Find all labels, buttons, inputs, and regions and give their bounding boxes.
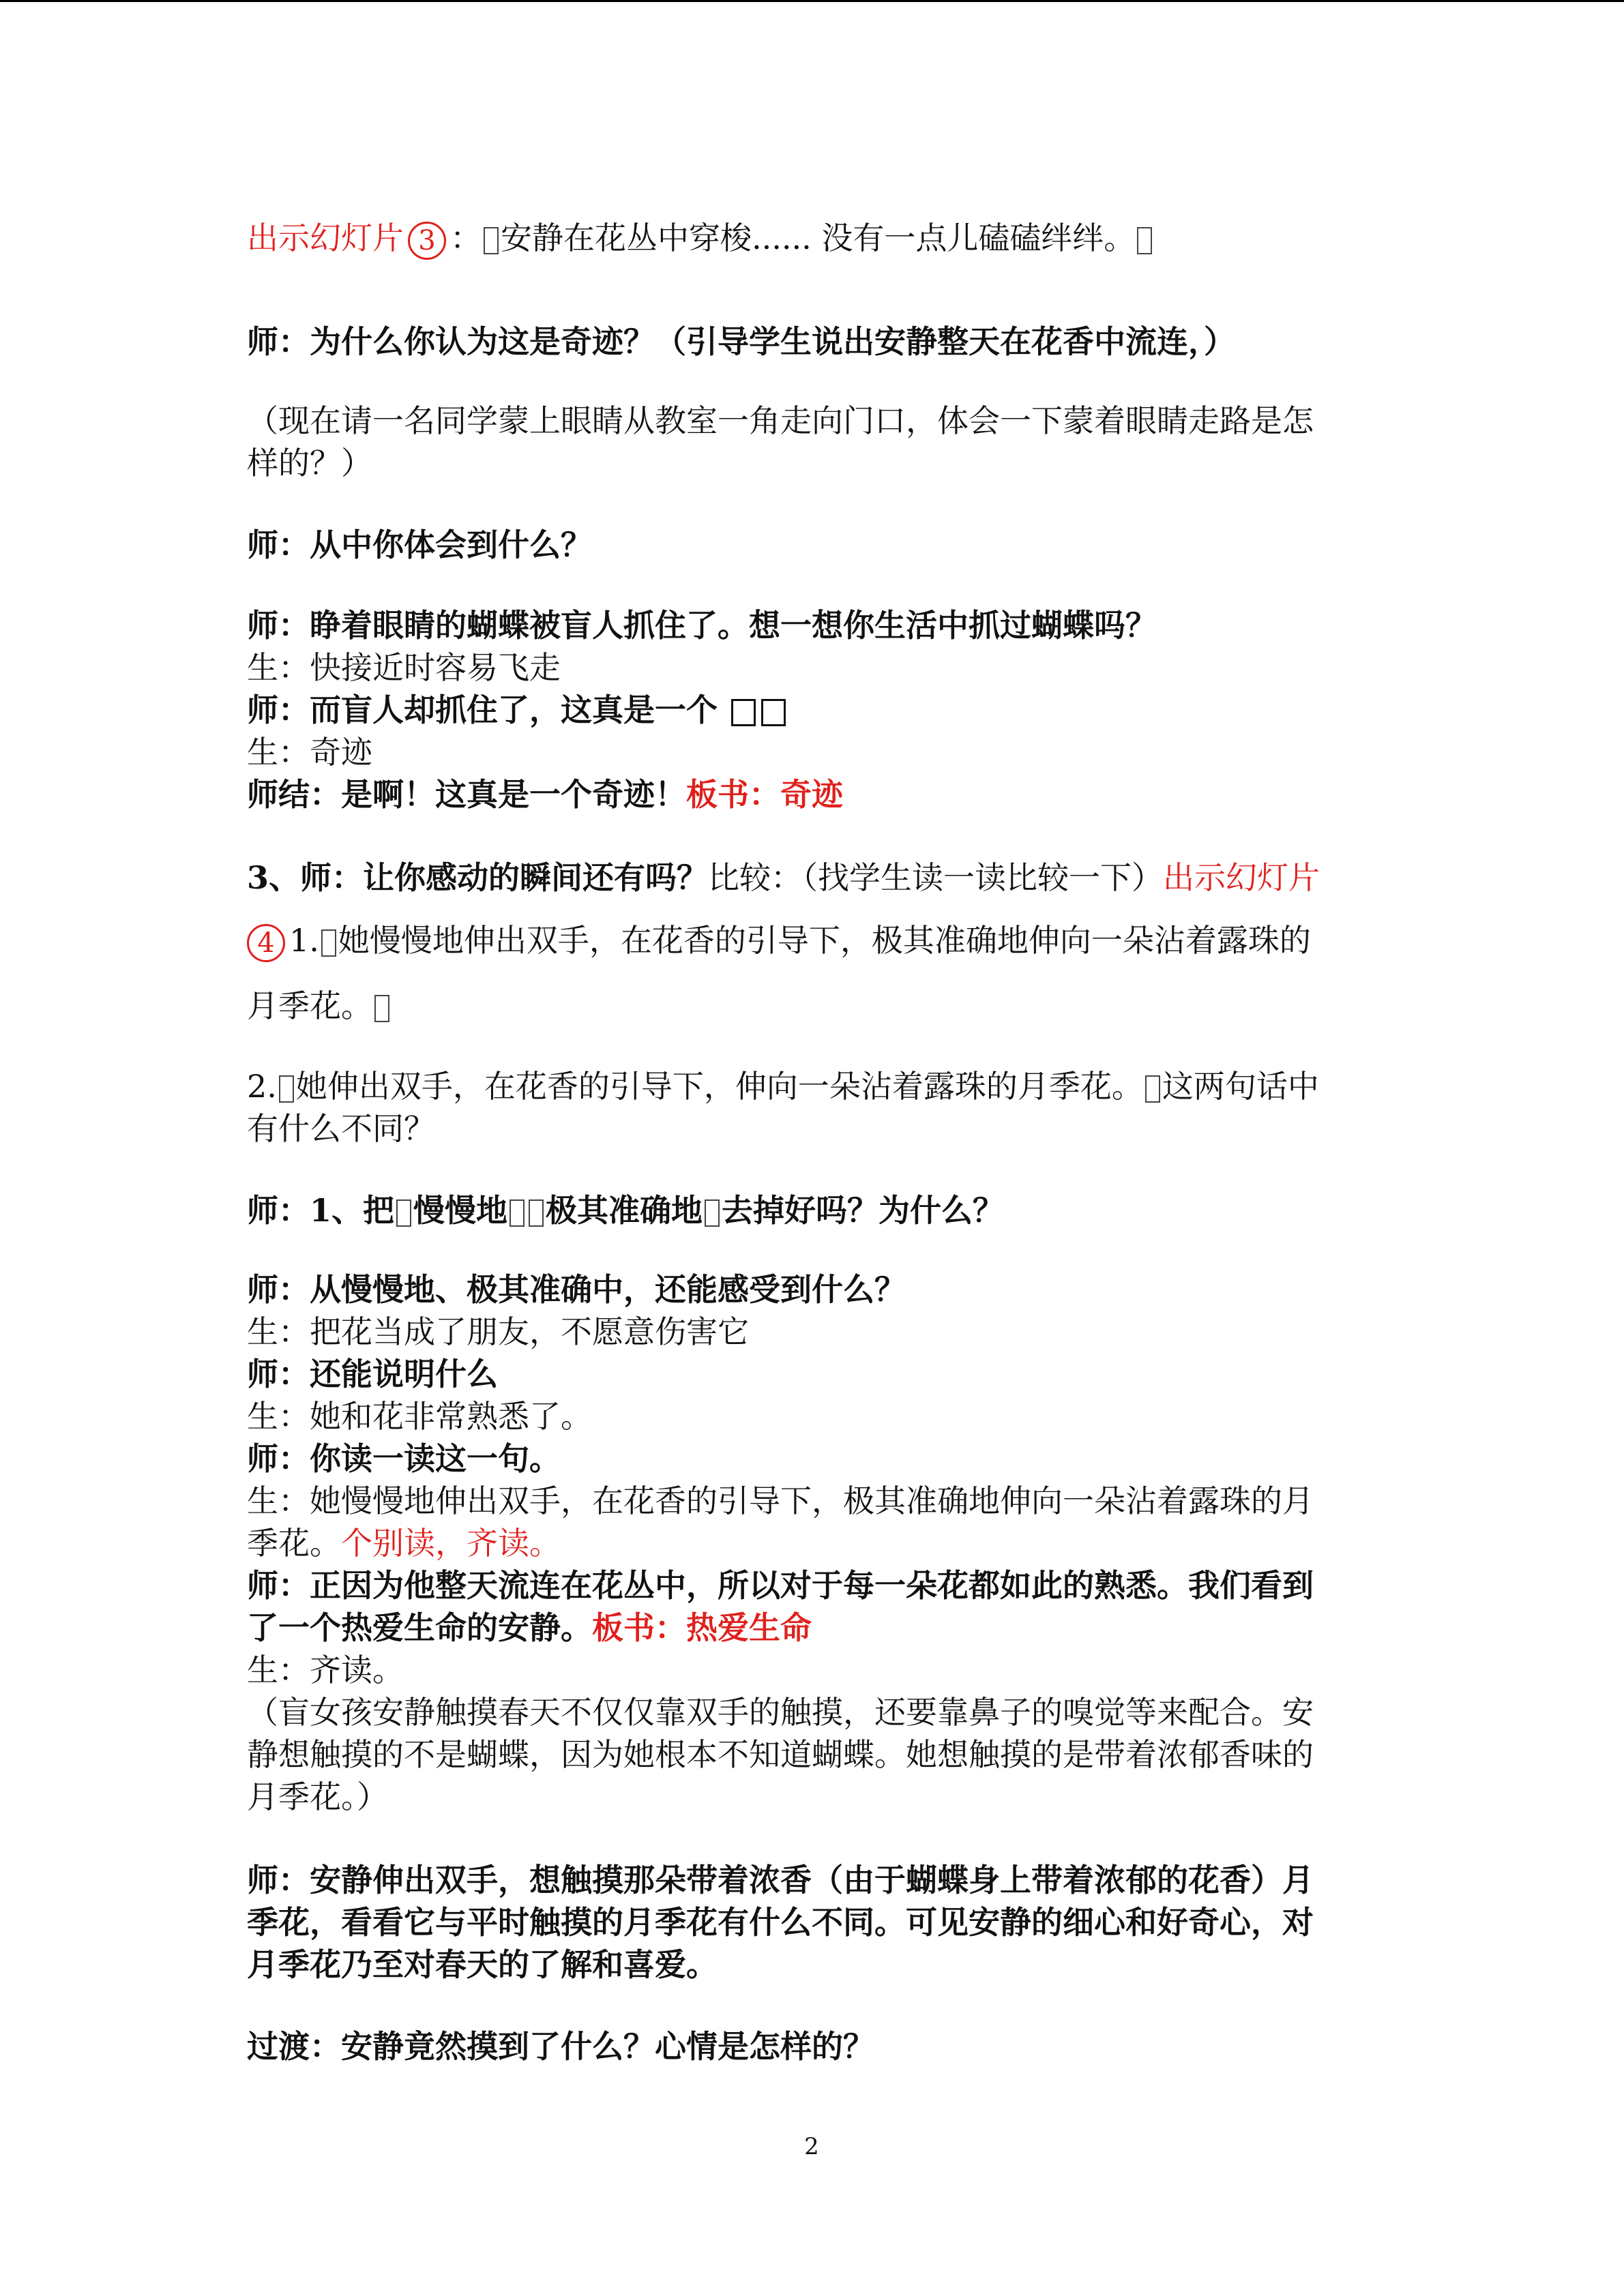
- sentence-1-line-1: 4 1. 她慢慢地伸出双手，在花香的引导下，极其准确地伸向一朵沾着露珠的: [247, 919, 1393, 962]
- missing-glyph-box: [705, 1199, 720, 1227]
- teacher-remove-question: 师：1、把 慢慢地 极其准确地 去掉好吗？为什么？: [247, 1192, 1005, 1229]
- board-note-love-life: 板书：热爱生命: [592, 1609, 812, 1646]
- missing-glyph-box: [396, 1199, 411, 1227]
- teacher-question-miracle: 师：为什么你认为这是奇迹？（引导学生说出安静整天在花香中流连，）: [247, 323, 1235, 360]
- teacher-line: 师：还能说明什么: [247, 1356, 498, 1392]
- missing-glyph-box: [484, 227, 499, 254]
- teacher-line: 师：而盲人却抓住了，这真是一个: [247, 689, 1393, 731]
- student-reading-line-2: 季花。个别读，齐读。: [247, 1525, 561, 1562]
- note-line-2: 静想触摸的不是蝴蝶，因为她根本不知道蝴蝶。她想触摸的是带着浓郁香味的: [247, 1736, 1314, 1773]
- teacher-question-feel: 师：从中你体会到什么？: [247, 526, 592, 563]
- slide-3-quote: 安静在花丛中穿梭...... 没有一点儿磕磕绊绊。: [501, 220, 1136, 256]
- transition-line: 过渡：安静竟然摸到了什么？心情是怎样的？: [247, 2028, 874, 2065]
- note-line-3: 月季花。）: [247, 1778, 388, 1815]
- teacher-line: 师：你读一读这一句。: [247, 1440, 561, 1477]
- teacher-summary-line-2: 了一个热爱生命的安静。板书：热爱生命: [247, 1609, 812, 1646]
- reading-instruction: 个别读，齐读。: [341, 1525, 561, 1562]
- activity-note-line-2: 样的？）: [247, 445, 372, 481]
- missing-glyph-box: [321, 929, 336, 957]
- teacher-summary-2-line-2: 季花，看看它与平时触摸的月季花有什么不同。可见安静的细心和好奇心，对: [247, 1904, 1314, 1941]
- teacher-butterfly-question: 师：睁着眼睛的蝴蝶被盲人抓住了。想一想你生活中抓过蝴蝶吗？: [247, 607, 1157, 644]
- missing-glyph-box: [1137, 227, 1152, 254]
- page-number: 2: [804, 2133, 819, 2160]
- slide-3-line: 出示幻灯片 3 ： 安静在花丛中穿梭...... 没有一点儿磕磕绊绊。: [247, 217, 1393, 260]
- student-answer: 生：她和花非常熟悉了。: [247, 1398, 592, 1435]
- student-answer: 生：把花当成了朋友，不愿意伤害它: [247, 1313, 749, 1350]
- section-3-heading: 3、师：让你感动的瞬间还有吗？比较：（找学生读一读比较一下）出示幻灯片: [247, 859, 1320, 896]
- note-line-1: （盲女孩安静触摸春天不仅仅靠双手的触摸，还要靠鼻子的嗅觉等来配合。安: [247, 1694, 1314, 1731]
- teacher-conclusion: 师结：是啊！这真是一个奇迹！板书：奇迹: [247, 776, 843, 813]
- teacher-summary-2-line-3: 月季花乃至对春天的了解和喜爱。: [247, 1946, 718, 1983]
- blank-box: [761, 699, 786, 726]
- slide-label: 出示幻灯片: [247, 220, 404, 256]
- sentence-2-line-1: 2. 她伸出双手，在花香的引导下，伸向一朵沾着露珠的月季花。 这两句话中: [247, 1068, 1319, 1105]
- missing-glyph-box: [510, 1199, 525, 1227]
- slide-label: 出示幻灯片: [1163, 859, 1320, 896]
- missing-glyph-box: [1145, 1075, 1160, 1103]
- teacher-summary-line-1: 师：正因为他整天流连在花丛中，所以对于每一朵花都如此的熟悉。我们看到: [247, 1567, 1314, 1604]
- activity-note-line-1: （现在请一名同学蒙上眼睛从教室一角走向门口，体会一下蒙着眼睛走路是怎: [247, 402, 1314, 439]
- missing-glyph-box: [529, 1199, 544, 1227]
- missing-glyph-box: [374, 995, 389, 1022]
- teacher-line: 师：从慢慢地、极其准确中，还能感受到什么？: [247, 1271, 906, 1308]
- student-reading-line-1: 生：她慢慢地伸出双手，在花香的引导下，极其准确地伸向一朵沾着露珠的月: [247, 1482, 1314, 1519]
- missing-glyph-box: [279, 1075, 294, 1103]
- sentence-2-line-2: 有什么不同？: [247, 1110, 435, 1147]
- student-answer: 生：快接近时容易飞走: [247, 649, 561, 686]
- student-answer: 生：奇迹: [247, 734, 372, 771]
- student-answer: 生：齐读。: [247, 1652, 404, 1688]
- sentence-1-line-2: 月季花。: [247, 985, 1393, 1027]
- circled-number-4: 4: [247, 924, 285, 962]
- board-note-miracle: 板书：奇迹: [686, 776, 843, 813]
- teacher-summary-2-line-1: 师：安静伸出双手，想触摸那朵带着浓香（由于蝴蝶身上带着浓郁的花香）月: [247, 1862, 1314, 1898]
- circled-number-3: 3: [408, 222, 446, 260]
- blank-box: [731, 699, 756, 726]
